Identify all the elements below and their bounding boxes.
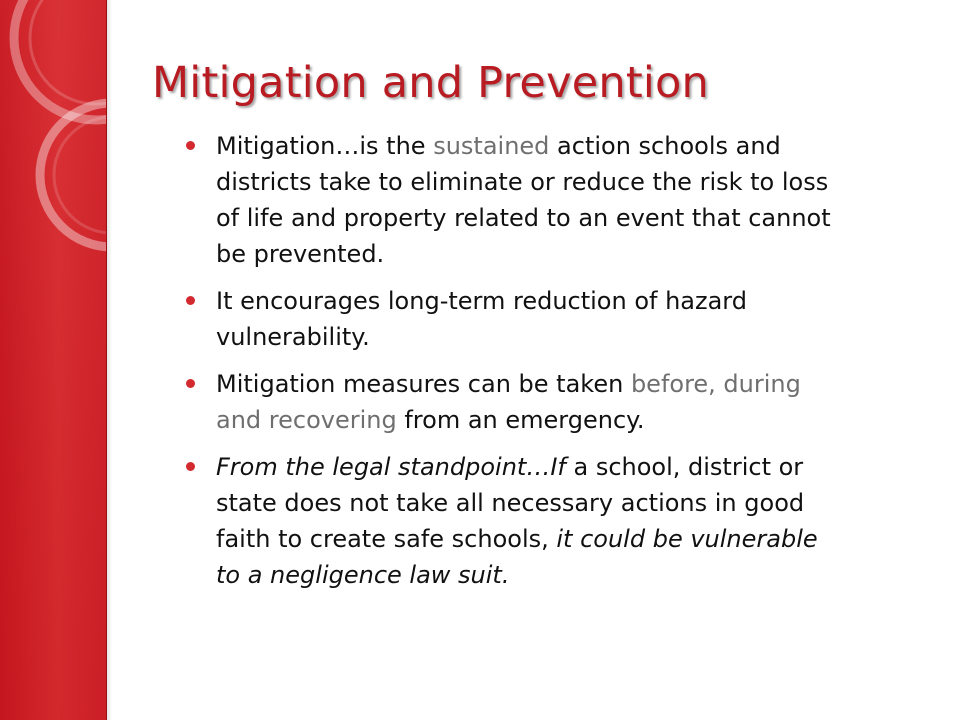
bullet-text-normal: Mitigation measures can be taken bbox=[216, 370, 631, 398]
bullet-text-normal: from an emergency. bbox=[396, 406, 645, 434]
bullet-text-normal: Mitigation…is the bbox=[216, 132, 434, 160]
bullet-text-normal: action schools and districts take to eliminate or reduce the risk to loss of life and property related to an event that cannot be prevented. bbox=[216, 132, 831, 268]
bullet-text-accent: before, during and recovering bbox=[216, 370, 801, 434]
slide-title: Mitigation and Prevention bbox=[152, 58, 709, 108]
bullet-item bbox=[186, 366, 846, 438]
bullet-dot-icon bbox=[186, 379, 195, 388]
decorative-side-band bbox=[0, 0, 107, 720]
bullet-item bbox=[186, 449, 846, 593]
decorative-rings bbox=[0, 0, 106, 720]
bullet-text-italic: it could be vulnerable to a negligence law suit. bbox=[216, 525, 818, 589]
bullet-dot-icon bbox=[186, 141, 195, 150]
bullet-text-normal: a school, district or state does not take all necessary actions in good faith to create safe schools, bbox=[216, 453, 805, 553]
bullet-list bbox=[186, 128, 846, 604]
bullet-item bbox=[186, 128, 846, 272]
bullet-item bbox=[186, 283, 846, 355]
bullet-text-normal: It encourages long-term reduction of hazard vulnerability. bbox=[216, 287, 747, 351]
bullet-dot-icon bbox=[186, 462, 195, 471]
bullet-text-accent: sustained bbox=[433, 132, 550, 160]
bullet-dot-icon bbox=[186, 296, 195, 305]
band-edge-shadow bbox=[106, 0, 112, 720]
bullet-text-italic: From the legal standpoint…If bbox=[216, 453, 566, 481]
